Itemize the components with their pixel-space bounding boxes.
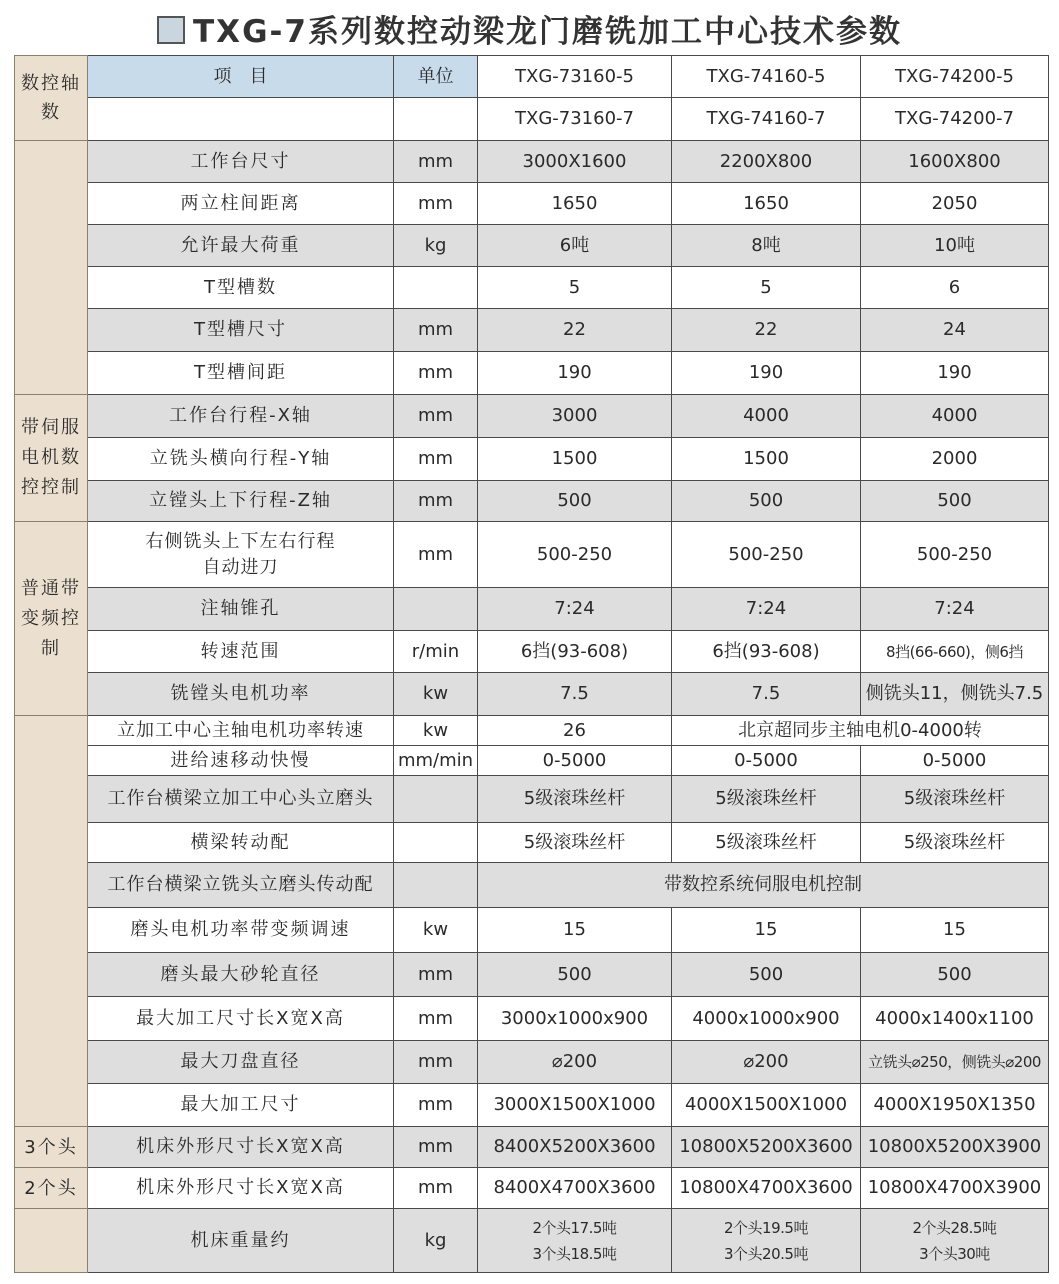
row-unit: mm <box>394 481 478 522</box>
table-row <box>15 1209 1049 1273</box>
row-value: 5级滚珠丝杆 <box>672 823 861 863</box>
row-value: ⌀200 <box>672 1041 861 1084</box>
table-row <box>15 438 1049 481</box>
row-unit <box>394 776 478 823</box>
row-unit: mm <box>394 141 478 183</box>
row-unit: mm <box>394 1041 478 1084</box>
row-value: 10800X5200X3600 <box>672 1127 861 1168</box>
group-label: 2个头 <box>15 1168 88 1209</box>
row-value: 4000X1950X1350 <box>861 1084 1049 1127</box>
row-value: 立铣头⌀250，侧铣头⌀200 <box>861 1041 1049 1084</box>
row-item: T型槽尺寸 <box>88 309 394 352</box>
row-unit: mm/min <box>394 746 478 776</box>
row-value: 8吨 <box>672 225 861 267</box>
row-unit: mm <box>394 352 478 395</box>
row-unit: kw <box>394 716 478 746</box>
row-unit: kg <box>394 225 478 267</box>
row-value: 0-5000 <box>672 746 861 776</box>
row-value: 5级滚珠丝杆 <box>478 776 672 823</box>
row-unit: r/min <box>394 631 478 673</box>
row-item: 进给速移动快慢 <box>88 746 394 776</box>
row-value: 4000x1000x900 <box>672 997 861 1041</box>
row-unit: mm <box>394 1084 478 1127</box>
table-row <box>15 481 1049 522</box>
group-label <box>15 141 88 395</box>
row-value: 8挡(66-660)，侧6挡 <box>861 631 1049 673</box>
row-value: 10800X4700X3600 <box>672 1168 861 1209</box>
row-value: 5级滚珠丝杆 <box>861 823 1049 863</box>
row-unit: mm <box>394 953 478 997</box>
row-item: T型槽数 <box>88 267 394 309</box>
row-item: 允许最大荷重 <box>88 225 394 267</box>
table-row <box>15 1084 1049 1127</box>
row-unit <box>394 823 478 863</box>
row-item: 机床外形尺寸长X宽X高 <box>88 1127 394 1168</box>
model-header: TXG-74200-7 <box>861 98 1049 141</box>
table-row <box>15 776 1049 823</box>
row-value: 7.5 <box>478 673 672 716</box>
row-value: 带数控系统伺服电机控制 <box>478 863 1049 908</box>
row-value: 190 <box>478 352 672 395</box>
row-value: 500-250 <box>478 522 672 588</box>
row-value: 10800X4700X3900 <box>861 1168 1049 1209</box>
row-value: 5 <box>672 267 861 309</box>
row-value: 侧铣头11，侧铣头7.5 <box>861 673 1049 716</box>
row-value: 7.5 <box>672 673 861 716</box>
group-label: 带伺服电机数控控制 <box>15 395 88 522</box>
row-value: 7:24 <box>478 588 672 631</box>
row-value: 3000X1600 <box>478 141 672 183</box>
table-row <box>15 716 1049 746</box>
row-value: 4000 <box>861 395 1049 438</box>
model-header: TXG-73160-5 <box>478 56 672 98</box>
table-row <box>15 908 1049 953</box>
row-value: 15 <box>861 908 1049 953</box>
row-value: 10800X5200X3900 <box>861 1127 1049 1168</box>
table-row <box>15 395 1049 438</box>
row-unit: kg <box>394 1209 478 1273</box>
row-value: 3000X1500X1000 <box>478 1084 672 1127</box>
row-item: 机床外形尺寸长X宽X高 <box>88 1168 394 1209</box>
row-unit: mm <box>394 438 478 481</box>
row-unit <box>394 267 478 309</box>
row-item: 最大加工尺寸长X宽X高 <box>88 997 394 1041</box>
group-label: 3个头 <box>15 1127 88 1168</box>
row-item: 铣镗头电机功率 <box>88 673 394 716</box>
table-row <box>15 141 1049 183</box>
row-value: 4000X1500X1000 <box>672 1084 861 1127</box>
row-value: 190 <box>861 352 1049 395</box>
row-value: 4000x1400x1100 <box>861 997 1049 1041</box>
row-item: 立加工中心主轴电机功率转速 <box>88 716 394 746</box>
square-bullet-icon <box>157 16 185 44</box>
group-label: 普通带变频控制 <box>15 522 88 716</box>
row-value: 6挡(93-608) <box>478 631 672 673</box>
row-item: 横梁转动配 <box>88 823 394 863</box>
row-value: 26 <box>478 716 672 746</box>
row-value: 8400X4700X3600 <box>478 1168 672 1209</box>
model-header: TXG-73160-7 <box>478 98 672 141</box>
row-item: 磨头最大砂轮直径 <box>88 953 394 997</box>
row-unit: kw <box>394 908 478 953</box>
row-value: 2050 <box>861 183 1049 225</box>
row-value: 500 <box>672 953 861 997</box>
row-item: 立铣头横向行程-Y轴 <box>88 438 394 481</box>
row-value: 22 <box>672 309 861 352</box>
row-value: 1650 <box>672 183 861 225</box>
row-value: 500 <box>672 481 861 522</box>
row-item: 工作台横梁立加工中心头立磨头 <box>88 776 394 823</box>
spec-table <box>14 55 1049 1273</box>
header-item: 项 目 <box>88 56 394 98</box>
row-unit: mm <box>394 309 478 352</box>
row-value: 190 <box>672 352 861 395</box>
row-value: 5级滚珠丝杆 <box>672 776 861 823</box>
row-value: 500 <box>861 481 1049 522</box>
table-row <box>15 183 1049 225</box>
row-value: 22 <box>478 309 672 352</box>
table-row <box>15 267 1049 309</box>
header-unit: 单位 <box>394 56 478 98</box>
row-unit: mm <box>394 1168 478 1209</box>
table-row <box>15 225 1049 267</box>
group-label <box>15 716 88 1127</box>
row-value: 5级滚珠丝杆 <box>478 823 672 863</box>
header-unit-blank <box>394 98 478 141</box>
row-unit: mm <box>394 395 478 438</box>
row-value: ⌀200 <box>478 1041 672 1084</box>
row-value: 6挡(93-608) <box>672 631 861 673</box>
row-value: 7:24 <box>672 588 861 631</box>
row-value: 6 <box>861 267 1049 309</box>
row-unit: mm <box>394 1127 478 1168</box>
table-row <box>15 863 1049 908</box>
table-row <box>15 1041 1049 1084</box>
row-value: 1600X800 <box>861 141 1049 183</box>
group-label: 数控轴数 <box>15 56 88 141</box>
group-label <box>15 1209 88 1273</box>
row-unit <box>394 588 478 631</box>
title-text: TXG-7系列数控动梁龙门磨铣加工中心技术参数 <box>193 14 902 50</box>
row-item: 立镗头上下行程-Z轴 <box>88 481 394 522</box>
row-item: T型槽间距 <box>88 352 394 395</box>
table-row <box>15 352 1049 395</box>
row-value: 2个头19.5吨 3个头20.5吨 <box>672 1209 861 1273</box>
row-item: 磨头电机功率带变频调速 <box>88 908 394 953</box>
row-item: 机床重量约 <box>88 1209 394 1273</box>
row-value: 北京超同步主轴电机0-4000转 <box>672 716 1049 746</box>
row-value: 10吨 <box>861 225 1049 267</box>
row-value: 6吨 <box>478 225 672 267</box>
table-row <box>15 588 1049 631</box>
row-item: 两立柱间距离 <box>88 183 394 225</box>
table-row <box>15 1168 1049 1209</box>
row-value: 1500 <box>672 438 861 481</box>
table-row <box>15 522 1049 588</box>
row-unit: mm <box>394 522 478 588</box>
row-value: 2个头28.5吨 3个头30吨 <box>861 1209 1049 1273</box>
row-value: 5 <box>478 267 672 309</box>
table-row <box>15 746 1049 776</box>
row-value: 5级滚珠丝杆 <box>861 776 1049 823</box>
row-item: 右侧铣头上下左右行程 自动进刀 <box>88 522 394 588</box>
row-unit: kw <box>394 673 478 716</box>
row-item: 工作台尺寸 <box>88 141 394 183</box>
table-row <box>15 823 1049 863</box>
page-title <box>0 6 1059 51</box>
row-value: 500 <box>478 481 672 522</box>
row-value: 500-250 <box>672 522 861 588</box>
row-value: 4000 <box>672 395 861 438</box>
model-header: TXG-74200-5 <box>861 56 1049 98</box>
row-value: 3000 <box>478 395 672 438</box>
row-item: 最大刀盘直径 <box>88 1041 394 1084</box>
row-item: 工作台行程-X轴 <box>88 395 394 438</box>
row-value: 500-250 <box>861 522 1049 588</box>
header-item-blank <box>88 98 394 141</box>
model-header: TXG-74160-5 <box>672 56 861 98</box>
table-row <box>15 309 1049 352</box>
row-value: 15 <box>672 908 861 953</box>
row-value: 7:24 <box>861 588 1049 631</box>
row-value: 0-5000 <box>478 746 672 776</box>
table-row <box>15 673 1049 716</box>
row-value: 500 <box>478 953 672 997</box>
row-item: 工作台横梁立铣头立磨头传动配 <box>88 863 394 908</box>
row-value: 8400X5200X3600 <box>478 1127 672 1168</box>
row-value: 0-5000 <box>861 746 1049 776</box>
row-item: 最大加工尺寸 <box>88 1084 394 1127</box>
row-value: 2000 <box>861 438 1049 481</box>
row-item: 转速范围 <box>88 631 394 673</box>
row-unit: mm <box>394 183 478 225</box>
table-row <box>15 631 1049 673</box>
row-unit <box>394 863 478 908</box>
table-row <box>15 953 1049 997</box>
row-unit: mm <box>394 997 478 1041</box>
row-value: 2个头17.5吨 3个头18.5吨 <box>478 1209 672 1273</box>
row-value: 1650 <box>478 183 672 225</box>
table-row <box>15 1127 1049 1168</box>
model-header: TXG-74160-7 <box>672 98 861 141</box>
row-value: 1500 <box>478 438 672 481</box>
row-value: 3000x1000x900 <box>478 997 672 1041</box>
row-value: 15 <box>478 908 672 953</box>
row-item: 注轴锥孔 <box>88 588 394 631</box>
table-row <box>15 997 1049 1041</box>
row-value: 2200X800 <box>672 141 861 183</box>
row-value: 24 <box>861 309 1049 352</box>
row-value: 500 <box>861 953 1049 997</box>
